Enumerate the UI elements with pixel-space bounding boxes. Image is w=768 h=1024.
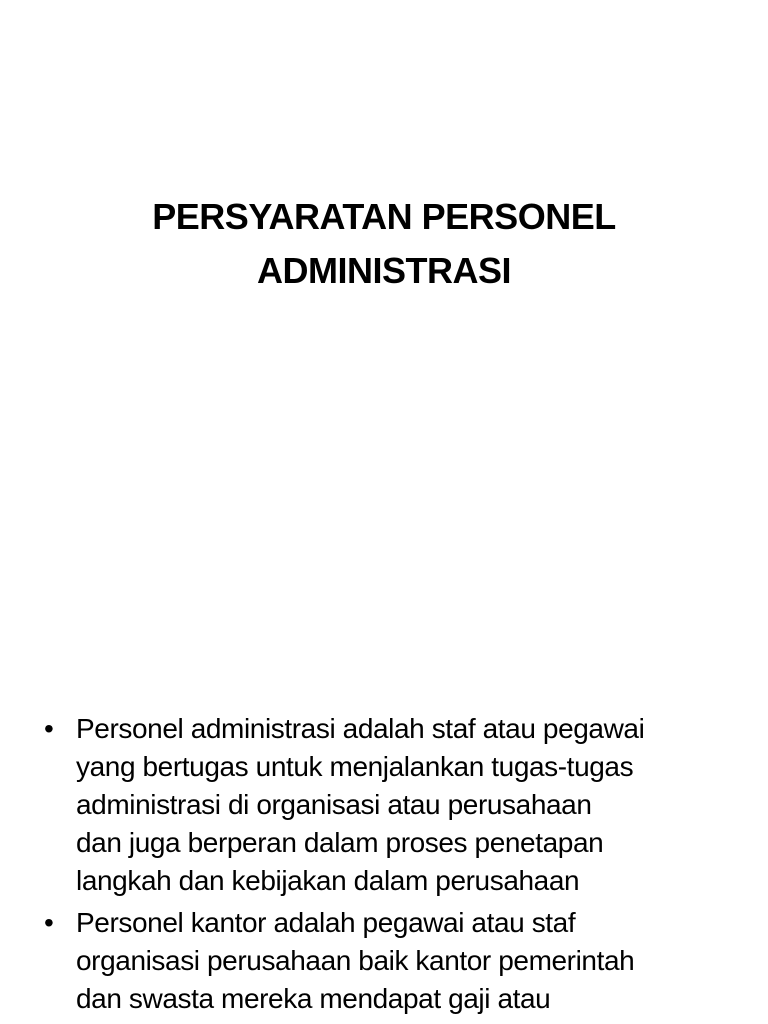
slide-title-line-2: ADMINISTRASI	[257, 250, 511, 291]
bullet-dot-icon: •	[44, 907, 54, 938]
bullet-2-line-1: Personel kantor adalah pegawai atau staf	[76, 907, 576, 938]
bullet-1-line-3: administrasi di organisasi atau perusahaan	[76, 789, 592, 820]
bullet-item-1	[40, 710, 740, 900]
bullet-list	[40, 710, 740, 1022]
bullet-1-line-1: Personel administrasi adalah staf atau pegawai	[76, 713, 645, 744]
bullet-2-line-3: dan swasta mereka mendapat gaji atau	[76, 983, 551, 1014]
bullet-1-line-5: langkah dan kebijakan dalam perusahaan	[76, 865, 580, 896]
bullet-1-line-4: dan juga berperan dalam proses penetapan	[76, 827, 604, 858]
bullet-item-2	[40, 904, 740, 1018]
slide-title	[0, 190, 768, 298]
bullet-1-line-2: yang bertugas untuk menjalankan tugas-tugas	[76, 751, 634, 782]
bullet-2-line-2: organisasi perusahaan baik kantor pemerintah	[76, 945, 635, 976]
bullet-dot-icon: •	[44, 713, 54, 744]
slide-title-line-1: PERSYARATAN PERSONEL	[152, 196, 616, 237]
